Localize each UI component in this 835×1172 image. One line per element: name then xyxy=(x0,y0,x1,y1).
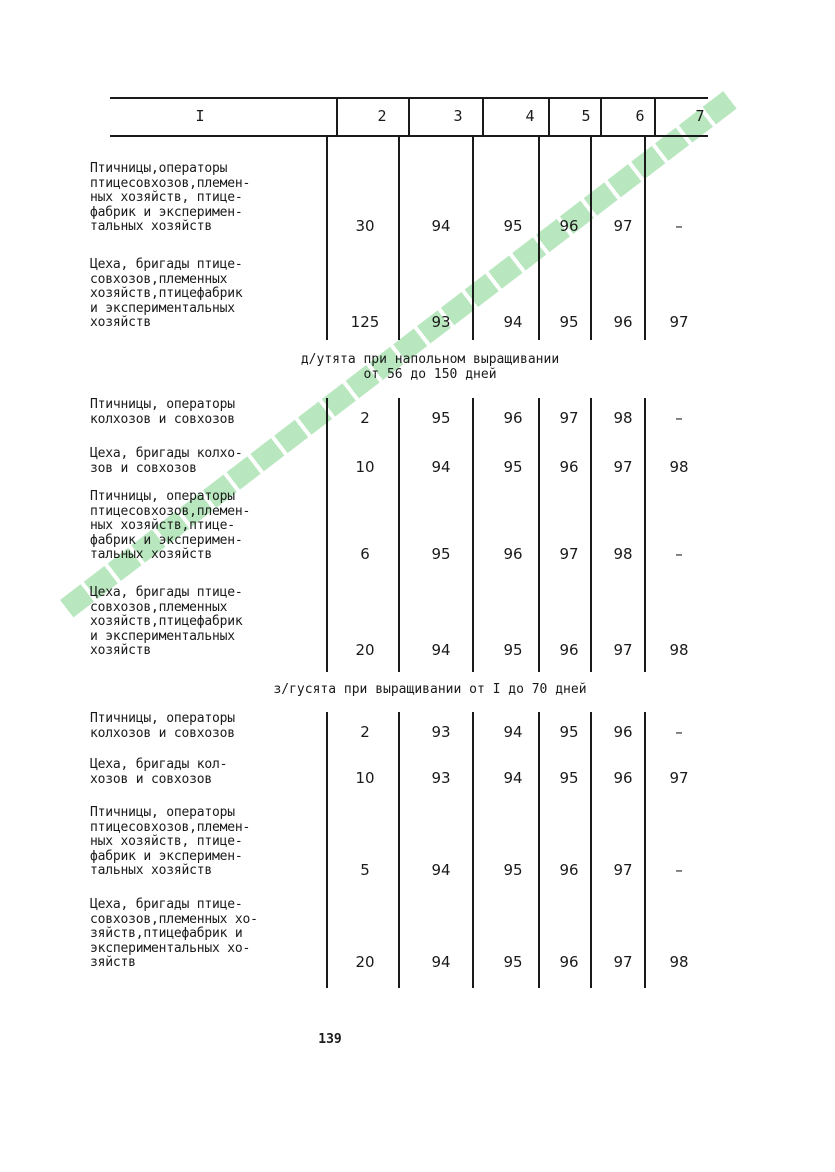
table-header-rule xyxy=(110,135,708,137)
column-separator xyxy=(398,398,400,672)
column-separator xyxy=(482,97,484,135)
table-cell: 95 xyxy=(503,458,523,476)
table-cell: 95 xyxy=(503,216,523,235)
column-separator xyxy=(654,97,656,135)
column-separator xyxy=(472,398,474,672)
table-cell: 95 xyxy=(503,952,523,971)
table-cell: 94 xyxy=(431,952,451,971)
table-cell: – xyxy=(675,860,683,879)
column-separator xyxy=(644,712,646,988)
header-cell: 6 xyxy=(635,107,645,125)
table-cell: 96 xyxy=(559,216,579,235)
table-cell: 93 xyxy=(431,312,451,331)
header-cell: 5 xyxy=(581,107,591,125)
table-cell: 98 xyxy=(669,458,689,476)
table-cell: 94 xyxy=(503,769,523,787)
table-cell: 97 xyxy=(613,458,633,476)
section-title: з/гусята при выращивании от I до 70 дней xyxy=(273,682,587,697)
column-separator xyxy=(590,398,592,672)
row-description: Цеха, бригады птице- совхозов,племенных хозяйств,птицефабрик и экспериментальных хозяйств xyxy=(90,257,243,330)
row-description: Птичницы, операторы колхозов и совхозов xyxy=(90,397,235,427)
table-cell: 97 xyxy=(669,769,689,787)
table-cell: 30 xyxy=(355,216,375,235)
table-cell: 94 xyxy=(503,723,523,741)
table-cell: 10 xyxy=(355,769,375,787)
table-cell: 96 xyxy=(613,312,633,331)
table-cell: 20 xyxy=(355,952,375,971)
table-cell: 95 xyxy=(431,409,451,427)
column-separator xyxy=(326,712,328,988)
table-cell: – xyxy=(675,723,683,741)
table-cell: 97 xyxy=(613,860,633,879)
header-cell: I xyxy=(195,107,205,125)
column-separator xyxy=(644,398,646,672)
table-cell: 95 xyxy=(503,640,523,659)
column-separator xyxy=(398,712,400,988)
table-cell: 2 xyxy=(360,409,370,427)
table-cell: 96 xyxy=(503,409,523,427)
table-cell: 97 xyxy=(669,312,689,331)
row-description: Птичницы,операторы птицесовхозов,племен- ных хозяйств, птице- фабрик и эксперимен- тальных хозяйств xyxy=(90,161,251,234)
table-cell: – xyxy=(675,409,683,427)
table-cell: 98 xyxy=(669,952,689,971)
table-cell: – xyxy=(675,216,683,235)
column-separator xyxy=(600,97,602,135)
table-cell: 96 xyxy=(613,769,633,787)
column-separator xyxy=(538,135,540,340)
header-cell: 7 xyxy=(695,107,705,125)
column-separator xyxy=(472,135,474,340)
column-separator xyxy=(336,97,338,135)
column-separator xyxy=(590,135,592,340)
table-cell: 98 xyxy=(613,544,633,563)
column-separator xyxy=(408,97,410,135)
table-cell: 96 xyxy=(559,952,579,971)
row-description: Цеха, бригады птице- совхозов,племенных хо- зяйств,птицефабрик и экспериментальных хо- зяйств xyxy=(90,897,258,970)
table-cell: 94 xyxy=(503,312,523,331)
table-cell: 94 xyxy=(431,640,451,659)
table-cell: 93 xyxy=(431,769,451,787)
column-separator xyxy=(538,712,540,988)
table-cell: 95 xyxy=(431,544,451,563)
table-cell: 6 xyxy=(360,544,370,563)
table-cell: – xyxy=(675,544,683,563)
table-cell: 98 xyxy=(613,409,633,427)
table-cell: 96 xyxy=(559,458,579,476)
row-description: Цеха, бригады птице- совхозов,племенных хозяйств,птицефабрик и экспериментальных хозяйств xyxy=(90,585,243,658)
table-cell: 20 xyxy=(355,640,375,659)
column-separator xyxy=(644,135,646,340)
table-cell: 97 xyxy=(613,216,633,235)
table-cell: 10 xyxy=(355,458,375,476)
column-separator xyxy=(548,97,550,135)
table-cell: 93 xyxy=(431,723,451,741)
row-description: Цеха, бригады кол- хозов и совхозов xyxy=(90,757,228,787)
column-separator xyxy=(326,135,328,340)
page-number: 139 xyxy=(318,1032,342,1047)
header-cell: 3 xyxy=(453,107,463,125)
table-cell: 97 xyxy=(613,640,633,659)
table-cell: 97 xyxy=(559,544,579,563)
table-cell: 96 xyxy=(503,544,523,563)
table-cell: 97 xyxy=(559,409,579,427)
row-description: Птичницы, операторы колхозов и совхозов xyxy=(90,711,235,741)
header-cell: 2 xyxy=(377,107,387,125)
table-cell: 2 xyxy=(360,723,370,741)
table-cell: 98 xyxy=(669,640,689,659)
table-cell: 97 xyxy=(613,952,633,971)
column-separator xyxy=(472,712,474,988)
column-separator xyxy=(538,398,540,672)
table-cell: 94 xyxy=(431,860,451,879)
section-title: д/утята при напольном выращивании от 56 до 150 дней xyxy=(300,352,560,382)
column-separator xyxy=(590,712,592,988)
table-cell: 96 xyxy=(613,723,633,741)
table-cell: 125 xyxy=(350,312,380,331)
table-cell: 95 xyxy=(503,860,523,879)
table-cell: 96 xyxy=(559,640,579,659)
column-separator xyxy=(398,135,400,340)
header-cell: 4 xyxy=(525,107,535,125)
table-cell: 5 xyxy=(360,860,370,879)
row-description: Цеха, бригады колхо- зов и совхозов xyxy=(90,446,243,476)
table-cell: 95 xyxy=(559,312,579,331)
row-description: Птичницы, операторы птицесовхозов,племен- ных хозяйств,птице- фабрик и эксперимен- тальных хозяйств xyxy=(90,489,251,562)
row-description: Птичницы, операторы птицесовхозов,племен- ных хозяйств, птице- фабрик и эксперимен- тальных хозяйств xyxy=(90,805,251,878)
table-cell: 94 xyxy=(431,216,451,235)
column-separator xyxy=(326,398,328,672)
table-cell: 95 xyxy=(559,723,579,741)
table-cell: 95 xyxy=(559,769,579,787)
table-cell: 94 xyxy=(431,458,451,476)
table-cell: 96 xyxy=(559,860,579,879)
